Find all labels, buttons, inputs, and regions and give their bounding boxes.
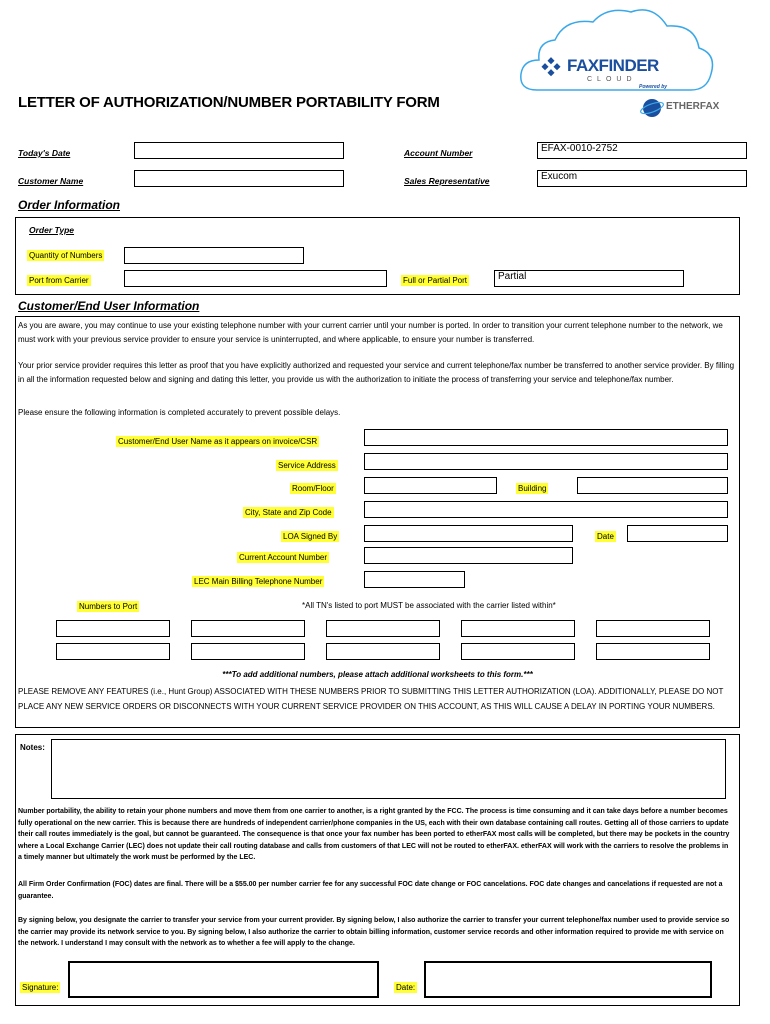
notes-field[interactable] bbox=[51, 739, 726, 799]
room-floor-field[interactable] bbox=[364, 477, 497, 494]
quantity-label: Quantity of Numbers bbox=[29, 251, 103, 260]
full-partial-label: Full or Partial Port bbox=[403, 276, 468, 285]
building-label: Building bbox=[518, 484, 547, 493]
number-field[interactable] bbox=[56, 620, 170, 637]
notes-paragraph-2: All Firm Order Confirmation (FOC) dates are final. There will be a $55.00 per number carrier fee for any successful FOC date change or FOC cancelations. FOC date changes and cancelations if requested are not a guarantee. bbox=[18, 881, 723, 900]
signature-field[interactable] bbox=[68, 961, 379, 998]
signature-label: Signature: bbox=[22, 983, 59, 992]
number-field[interactable] bbox=[56, 643, 170, 660]
number-field[interactable] bbox=[596, 620, 710, 637]
number-field[interactable] bbox=[326, 620, 440, 637]
customer-name-csr-field[interactable] bbox=[364, 429, 728, 446]
sales-rep-label: Sales Representative bbox=[404, 176, 490, 186]
signature-date-field[interactable] bbox=[424, 961, 712, 998]
number-field[interactable] bbox=[596, 643, 710, 660]
additional-numbers-note: ***To add additional numbers, please attach additional worksheets to this form.*** bbox=[222, 670, 533, 679]
notes-label: Notes: bbox=[20, 743, 45, 752]
lec-billing-label: LEC Main Billing Telephone Number bbox=[194, 577, 323, 586]
intro-paragraph-1: As you are aware, you may continue to use your existing telephone number with your current carrier until your number is ported. In order to transition your current telephone number to the network, we must work with your previous service provider to ensure your service is uninterrupted, and where applicable, to ensure your number is transferred. bbox=[18, 321, 723, 344]
brand-sub: CLOUD bbox=[587, 76, 637, 83]
warning-text: PLEASE REMOVE ANY FEATURES (i.e., Hunt Group) ASSOCIATED WITH THESE NUMBERS PRIOR TO SUBMITTING THIS LETTER AUTHORIZATION (LOA). ADDITIONALLY, PLEASE DO NOT PLACE ANY NEW SERVICE ORDERS OR DISCONNECTS WITH YOUR CURRENT SERVICE PROVIDER ON THIS ACCOUNT, AS THIS WILL CAUSE A DELAY IN PORTING YOUR NUMBERS. bbox=[18, 687, 724, 711]
room-floor-label: Room/Floor bbox=[292, 484, 334, 493]
current-account-label: Current Account Number bbox=[239, 553, 328, 562]
city-state-zip-label: City, State and Zip Code bbox=[245, 508, 332, 517]
quantity-field[interactable] bbox=[124, 247, 304, 264]
customer-info-heading: Customer/End User Information bbox=[18, 299, 200, 313]
todays-date-field[interactable] bbox=[134, 142, 344, 159]
form-title: LETTER OF AUTHORIZATION/NUMBER PORTABILITY FORM bbox=[18, 94, 440, 111]
service-address-field[interactable] bbox=[364, 453, 728, 470]
powered-by: Powered by bbox=[639, 84, 668, 90]
number-field[interactable] bbox=[461, 643, 575, 660]
todays-date-label: Today's Date bbox=[18, 148, 71, 158]
order-info-heading: Order Information bbox=[18, 198, 121, 212]
faxfinder-logo bbox=[515, 4, 720, 94]
signature-date-label: Date: bbox=[396, 983, 416, 992]
port-from-field[interactable] bbox=[124, 270, 387, 287]
building-field[interactable] bbox=[577, 477, 728, 494]
number-field[interactable] bbox=[326, 643, 440, 660]
number-field[interactable] bbox=[461, 620, 575, 637]
brand-name: FAXFINDER bbox=[567, 56, 659, 75]
globe-icon bbox=[640, 96, 666, 118]
etherfax-logo bbox=[640, 96, 735, 118]
partner-name: ETHERFAX bbox=[666, 101, 720, 112]
city-state-zip-field[interactable] bbox=[364, 501, 728, 518]
loa-signed-by-field[interactable] bbox=[364, 525, 573, 542]
notes-paragraph-3: By signing below, you designate the carrier to transfer your service from your current provider. By signing below, I also authorize the carrier to transfer your current telephone/fax number used to provide service so the carrier may provide its network service to you. By signing below, I also authorize the carrier to obtain billing information, customer service records and other information required to provide me with service on the network. I understand I may consult with the network as to whether a fee will apply to the change. bbox=[18, 917, 730, 947]
order-type-label: Order Type bbox=[29, 225, 75, 235]
customer-name-csr-label: Customer/End User Name as it appears on invoice/CSR bbox=[118, 437, 318, 446]
numbers-note: *All TN's listed to port MUST be associated with the carrier listed within* bbox=[302, 601, 556, 610]
loa-date-label: Date bbox=[597, 532, 614, 541]
loa-date-field[interactable] bbox=[627, 525, 728, 542]
customer-name-label: Customer Name bbox=[18, 176, 84, 186]
number-field[interactable] bbox=[191, 620, 305, 637]
loa-signed-by-label: LOA Signed By bbox=[283, 532, 338, 541]
full-partial-field[interactable]: Partial bbox=[494, 270, 684, 287]
intro-paragraph-2: Your prior service provider requires this letter as proof that you have explicitly authorized and requested your service and current telephone/fax number be transferred to another service provider. By filling in all the information requested below and signing and dating this letter, you provide us with the authorization to initiate the process of transferring your service and telephone/fax number. bbox=[18, 361, 735, 384]
customer-name-field[interactable] bbox=[134, 170, 344, 187]
intro-paragraph-3: Please ensure the following information is completed accurately to prevent possible delays. bbox=[18, 408, 341, 417]
sales-rep-field[interactable]: Exucom bbox=[537, 170, 747, 187]
account-number-label: Account Number bbox=[404, 148, 473, 158]
account-number-field[interactable]: EFAX-0010-2752 bbox=[537, 142, 747, 159]
notes-paragraph-1: Number portability, the ability to retain your phone numbers and move them from one carrier to another, is a right granted by the FCC. The process is time consuming and it can take days before a number becomes fully operational on the new carrier. This is because there are hundreds of independent carrier/phone companies in the US, each with their own database containing call routes. Getting all of those carriers to update their call routes immediately is the goal, but cannot be guaranteed. The consequence is that once your fax number has been ported to etherFAX most calls will be completed, but there may be pockets in the country where a Local Exchange Carrier (LEC) does not update their call routing database and calls from customers of that LEC will not be routed to etherFAX. etherFAX will work with the carriers to resolve the problems in a timely manner but ultimately the work must be performed by the LEC. bbox=[18, 808, 730, 861]
number-field[interactable] bbox=[191, 643, 305, 660]
service-address-label: Service Address bbox=[278, 461, 336, 470]
lec-billing-field[interactable] bbox=[364, 571, 465, 588]
current-account-field[interactable] bbox=[364, 547, 573, 564]
numbers-to-port-label: Numbers to Port bbox=[79, 602, 138, 611]
port-from-label: Port from Carrier bbox=[29, 276, 89, 285]
